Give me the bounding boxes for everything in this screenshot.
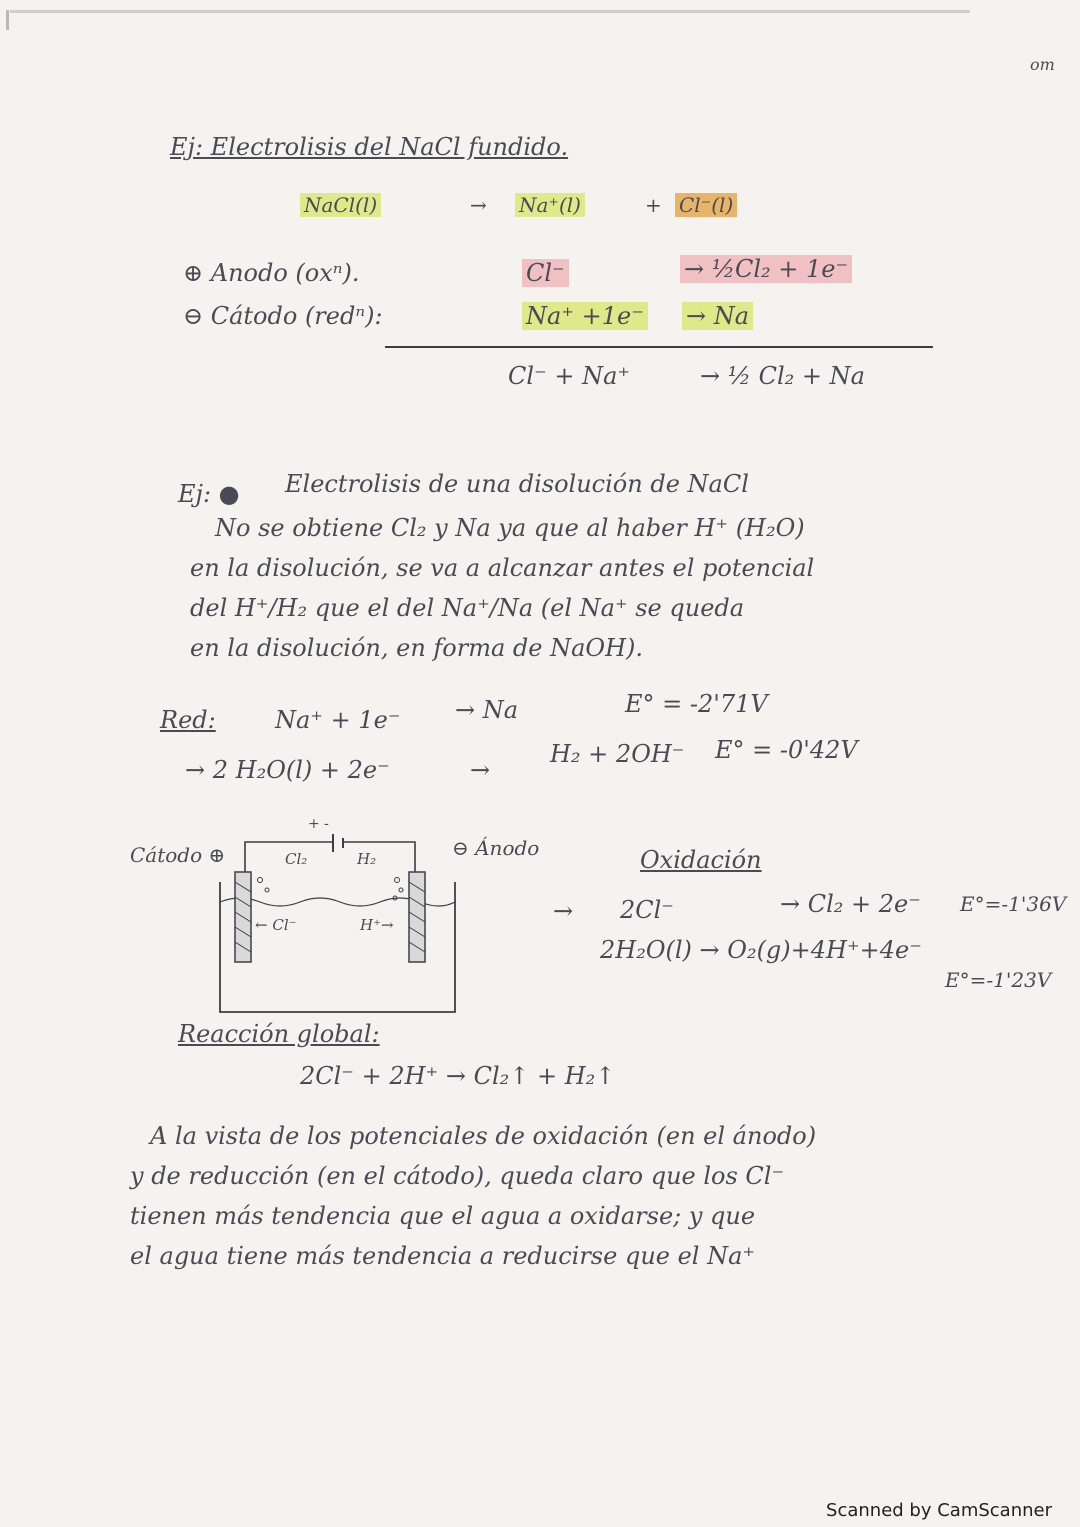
cathode-eq-left: Na⁺ +1e⁻ (522, 302, 648, 331)
ex1-arrow: → (470, 193, 487, 217)
example1-title: Ej: Electrolisis del NaCl fundido. (170, 133, 569, 161)
anode-eq-left: Cl⁻ (522, 259, 569, 288)
ox-eq2-potential: E°=-1'23V (945, 968, 1052, 992)
scanner-footer: Scanned by CamScanner (826, 1500, 1052, 1521)
cathode-label: ⊖ Cátodo (redⁿ): (183, 302, 383, 330)
anode-label: ⊕ Anodo (oxⁿ). (183, 259, 360, 287)
ex2-text-line-4: en la disolución, en forma de NaOH). (190, 634, 644, 662)
example2-title: Electrolisis de una disolución de NaCl (285, 470, 749, 498)
gas-left-label: Cl₂ (285, 850, 308, 868)
red1-potential: E° = -2'71V (625, 690, 768, 718)
ex1-reactant: NaCl(l) (300, 193, 381, 217)
ion-left-label: ← Cl⁻ (255, 916, 297, 934)
cathode-eq-right: → Na (682, 302, 753, 331)
page-left-edge (6, 10, 9, 30)
ox-eq1-left: 2Cl⁻ (620, 896, 674, 924)
global-title: Reacción global: (178, 1020, 380, 1048)
ox-eq2: 2H₂O(l) → O₂(g)+4H⁺+4e⁻ (600, 936, 922, 964)
oxidation-title: Oxidación (640, 846, 762, 874)
page-top-edge (10, 10, 970, 13)
red-label: Red: (160, 706, 216, 734)
corner-mark: om (1030, 55, 1055, 74)
anode-eq-right: → ½Cl₂ + 1e⁻ (680, 255, 852, 284)
example2-prefix: Ej: ● (178, 480, 240, 508)
electrolysis-cell-diagram (215, 812, 475, 1022)
ox-eq1-right: → Cl₂ + 2e⁻ (780, 890, 921, 918)
red2-left: → 2 H₂O(l) + 2e⁻ (185, 756, 390, 784)
ex1-product1: Na⁺(l) (515, 193, 585, 217)
cell-cathode-label: Cátodo ⊕ (130, 843, 226, 867)
red2-arrow: → (470, 756, 491, 784)
red1-right: → Na (455, 696, 519, 724)
ex2-text-line-2: en la disolución, se va a alcanzar antes el potencial (190, 554, 815, 582)
global-eq: 2Cl⁻ + 2H⁺ → Cl₂↑ + H₂↑ (300, 1062, 616, 1090)
cell-terminals: + - (308, 816, 329, 832)
ion-right-label: H⁺→ (360, 916, 394, 934)
cell-anode-label: ⊖ Ánodo (452, 836, 540, 860)
ex2-text-line-3: del H⁺/H₂ que el del Na⁺/Na (el Na⁺ se queda (190, 594, 745, 622)
ex1-product2: Cl⁻(l) (675, 193, 737, 217)
gas-right-label: H₂ (357, 850, 377, 868)
red2-right: H₂ + 2OH⁻ (550, 740, 685, 768)
ox-eq1-potential: E°=-1'36V (960, 892, 1067, 916)
red1-left: Na⁺ + 1e⁻ (275, 706, 401, 734)
global-eq1-left: Cl⁻ + Na⁺ (508, 362, 631, 390)
oxidation-pointer-arrow: → (553, 897, 574, 925)
ex1-plus: + (645, 193, 662, 217)
global-eq1-right: → ½ Cl₂ + Na (700, 362, 865, 390)
red2-potential: E° = -0'42V (715, 736, 858, 764)
sum-rule (385, 346, 933, 348)
conclusion-line-3: tienen más tendencia que el agua a oxidarse; y que (130, 1202, 756, 1230)
ex2-text-line-1: No se obtiene Cl₂ y Na ya que al haber H⁺ (H₂O) (215, 514, 805, 542)
conclusion-line-1: A la vista de los potenciales de oxidación (en el ánodo) (150, 1122, 817, 1150)
conclusion-line-2: y de reducción (en el cátodo), queda claro que los Cl⁻ (130, 1162, 785, 1190)
conclusion-line-4: el agua tiene más tendencia a reducirse que el Na⁺ (130, 1242, 756, 1270)
